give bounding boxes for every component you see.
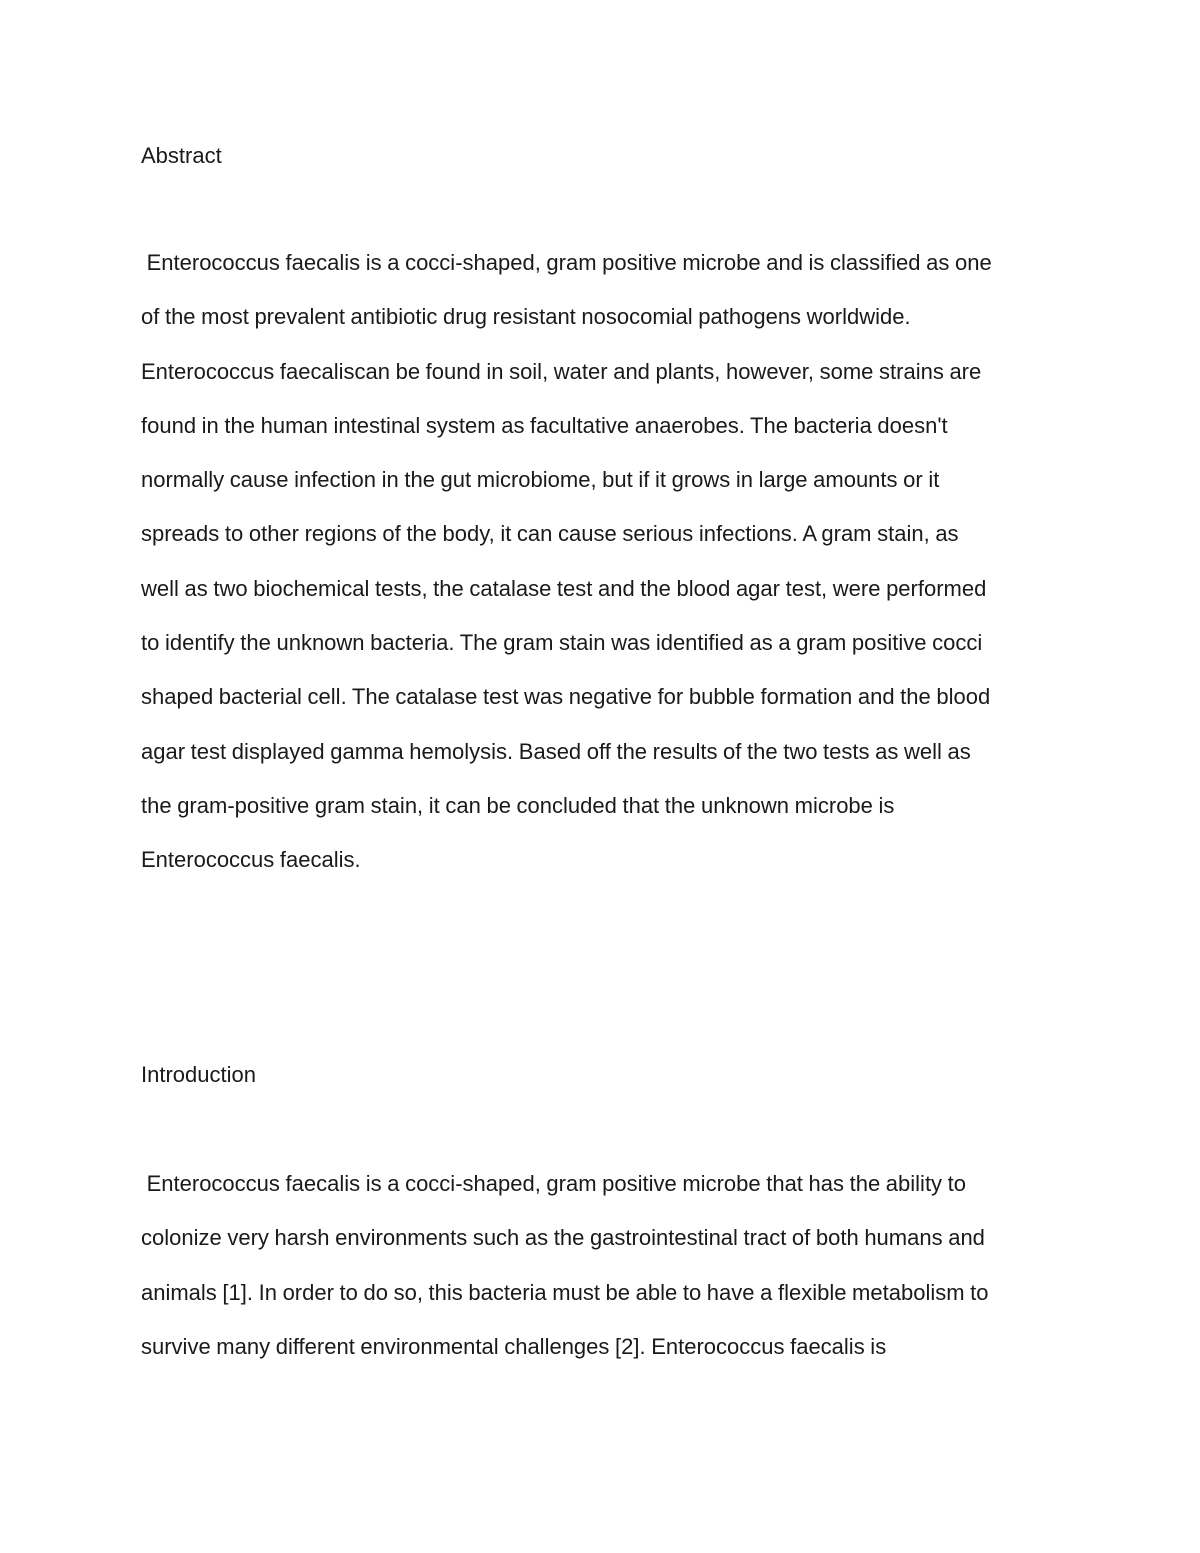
abstract-line: Enterococcus faecalis. xyxy=(141,847,361,873)
abstract-paragraph xyxy=(141,249,992,901)
introduction-line: animals [1]. In order to do so, this bacteria must be able to have a flexible metabolism to xyxy=(141,1279,989,1305)
introduction-paragraph xyxy=(141,1170,989,1387)
abstract-line: Enterococcus faecalis is a cocci-shaped, gram positive microbe and is classified as one xyxy=(141,250,992,275)
abstract-line: Enterococcus faecaliscan be found in soil, water and plants, however, some strains are xyxy=(141,358,982,384)
abstract-heading: Abstract xyxy=(141,143,222,168)
introduction-line: survive many different environmental challenges [2]. Enterococcus faecalis is xyxy=(141,1333,887,1359)
introduction-heading: Introduction xyxy=(141,1062,256,1087)
abstract-line: found in the human intestinal system as facultative anaerobes. The bacteria doesn't xyxy=(141,412,948,438)
abstract-line: to identify the unknown bacteria. The gram stain was identified as a gram positive cocci xyxy=(141,630,983,656)
abstract-line: normally cause infection in the gut microbiome, but if it grows in large amounts or it xyxy=(141,467,940,493)
abstract-line: spreads to other regions of the body, it can cause serious infections. A gram stain, as xyxy=(141,521,959,547)
abstract-line: the gram-positive gram stain, it can be concluded that the unknown microbe is xyxy=(141,792,895,818)
abstract-line: of the most prevalent antibiotic drug resistant nosocomial pathogens worldwide. xyxy=(141,304,911,330)
abstract-line: well as two biochemical tests, the catalase test and the blood agar test, were performed xyxy=(141,575,987,601)
abstract-line: shaped bacterial cell. The catalase test was negative for bubble formation and the blood xyxy=(141,684,991,710)
introduction-line: Enterococcus faecalis is a cocci-shaped, gram positive microbe that has the ability to xyxy=(141,1171,967,1196)
introduction-line: colonize very harsh environments such as the gastrointestinal tract of both humans and xyxy=(141,1225,985,1251)
abstract-line: agar test displayed gamma hemolysis. Based off the results of the two tests as well as xyxy=(141,738,971,764)
